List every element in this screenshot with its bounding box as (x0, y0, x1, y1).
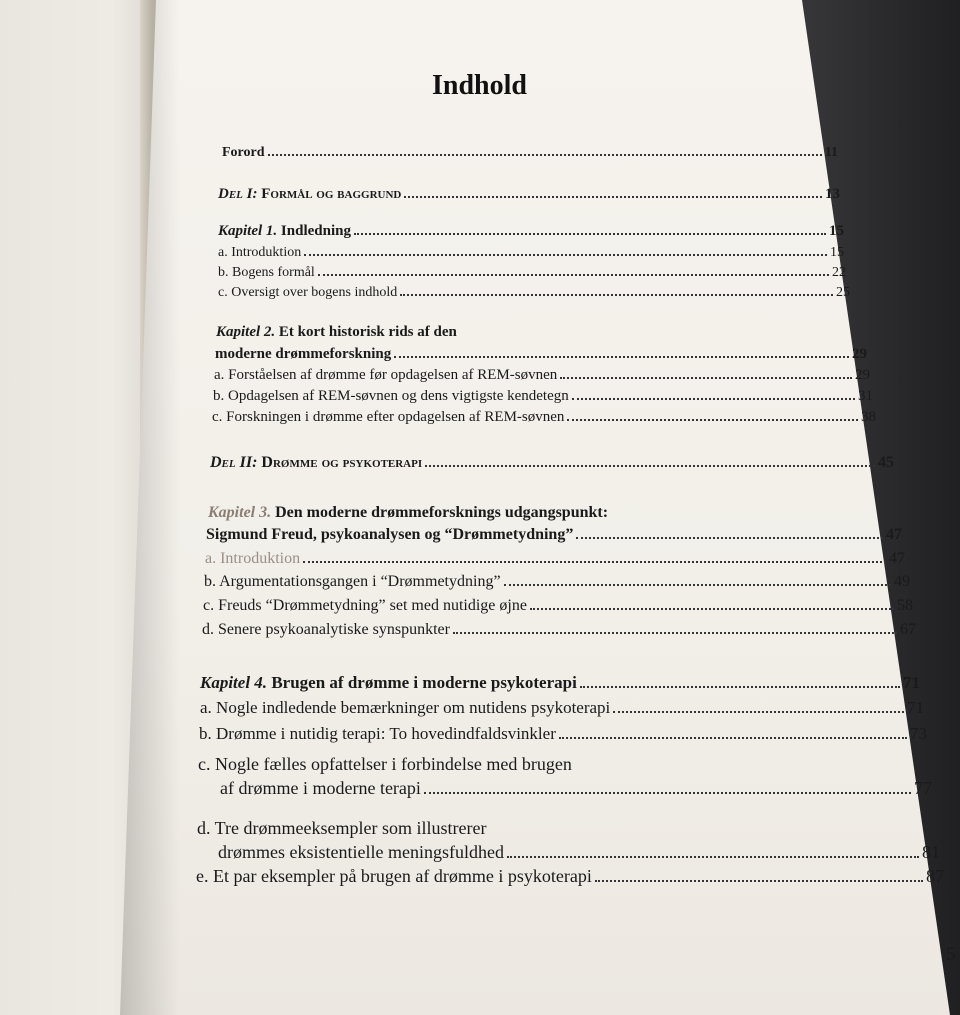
toc-entry-3a (205, 550, 905, 568)
toc-entry-4a (200, 698, 924, 718)
toc-entry-4e (196, 866, 944, 887)
toc-label: a. Nogle indledende bemærkninger om nutidens psykoterapi (200, 698, 611, 717)
toc-entry-1a (218, 245, 844, 261)
toc-entry-1c (218, 285, 850, 301)
dot-leader (559, 737, 907, 739)
toc-entry-4c (220, 778, 932, 799)
toc-page-number: 11 (824, 145, 838, 160)
dot-leader (304, 254, 827, 256)
toc-entry-forord (222, 145, 838, 161)
part-title: Drømme og psykoterapi (261, 454, 423, 471)
dot-leader (400, 294, 833, 296)
chapter-title-line2: Sigmund Freud, psykoanalysen og “Drømmetydning” (206, 526, 574, 543)
toc-label-line2: af drømme i moderne terapi (220, 778, 421, 798)
toc-label: a. Forståelsen af drømme før opdagelsen af REM-søvnen (214, 367, 558, 383)
dot-leader (504, 584, 891, 586)
dot-leader (567, 419, 858, 421)
toc-entry-kapitel-1 (218, 223, 844, 240)
gutter-shadow (120, 0, 180, 1015)
toc-entry-2b (213, 388, 873, 405)
dot-leader (560, 377, 852, 379)
page-title: Indhold (432, 70, 527, 101)
toc-page-number: 15 (829, 223, 844, 239)
toc-entry-kapitel-2-line1 (216, 324, 457, 341)
toc-label: e. Et par eksempler på brugen af drømme i psykoterapi (196, 866, 592, 886)
toc-label: b. Drømme i nutidig terapi: To hovedindfaldsvinkler (199, 724, 556, 743)
toc-label (218, 223, 351, 240)
toc-entry-3d (202, 621, 916, 639)
dot-leader (580, 686, 900, 688)
toc-page-number: 45 (878, 454, 894, 471)
toc-page-number: 29 (852, 346, 867, 362)
chapter-prefix: Kapitel 1. (218, 223, 278, 239)
dot-leader (318, 274, 829, 276)
toc-page-number: 25 (836, 285, 850, 300)
toc-page-number: 31 (858, 388, 873, 404)
toc-page-number: 77 (914, 778, 932, 798)
chapter-title-line1: Den moderne drømmeforsknings udgangspunkt: (275, 504, 609, 521)
toc-label: b. Bogens formål (218, 265, 315, 280)
toc-page-number: 67 (900, 621, 916, 638)
toc-entry-4d (218, 842, 940, 863)
part-prefix: Del II: (210, 454, 258, 471)
dot-leader (613, 711, 904, 713)
toc-page-number: 13 (825, 186, 840, 202)
toc-page-number: 49 (894, 573, 910, 590)
dot-leader (453, 632, 897, 634)
dot-leader (576, 537, 883, 539)
chapter-prefix: Kapitel 4. (200, 673, 268, 692)
toc-page-number: 47 (889, 550, 905, 567)
toc-page-number: 15 (830, 245, 844, 260)
toc-entry-3c (203, 597, 913, 615)
chapter-title: Indledning (280, 223, 351, 239)
toc-entry-4c-line1 (198, 754, 572, 775)
toc-label: c. Freuds “Drømmetydning” set med nutidige øjne (203, 597, 527, 614)
toc-label-line1: d. Tre drømmeeksempler som illustrerer (197, 818, 487, 838)
toc-page-number: 47 (886, 526, 902, 543)
dot-leader (354, 233, 826, 235)
toc-page-number: 87 (926, 866, 944, 886)
toc-page-number: 38 (861, 409, 876, 425)
chapter-title-line1: Et kort historisk rids af den (278, 324, 457, 340)
dot-leader (268, 154, 822, 156)
toc-label: a. Introduktion (205, 550, 301, 567)
toc-entry-2c (212, 409, 876, 426)
part-prefix: Del I: (218, 186, 258, 202)
toc-label (218, 186, 401, 203)
chapter-title: Brugen af drømme i moderne psykoterapi (271, 673, 577, 692)
toc-label: Forord (222, 145, 265, 160)
toc-entry-3b (204, 573, 910, 591)
toc-entry-4b (199, 724, 927, 744)
toc-entry-kapitel-4 (200, 673, 920, 693)
toc-entry-del-2 (210, 454, 894, 472)
toc-label (210, 454, 422, 472)
toc-label: c. Forskningen i drømme efter opdagelsen af REM-søvnen (212, 409, 565, 425)
toc-label: b. Opdagelsen af REM-søvnen og dens vigtigste kendetegn (213, 388, 569, 404)
toc-label-line2: drømmes eksistentielle meningsfuldhed (218, 842, 504, 862)
toc-label: d. Senere psykoanalytiske synspunkter (202, 621, 450, 638)
toc-page-number: 81 (922, 842, 940, 862)
dot-leader (424, 792, 911, 794)
toc-entry-kapitel-2 (215, 346, 867, 363)
toc-entry-kapitel-3-line1 (208, 504, 608, 522)
chapter-title-line2: moderne drømmeforskning (215, 346, 392, 362)
part-title: Formål og baggrund (261, 186, 402, 202)
toc-page-number: 71 (907, 698, 924, 717)
toc-page-number: 73 (910, 724, 927, 743)
toc-entry-kapitel-3 (206, 526, 902, 544)
dot-leader (530, 608, 894, 610)
dot-leader (425, 465, 875, 467)
toc-label-line1: c. Nogle fælles opfattelser i forbindelse med brugen (198, 754, 572, 774)
dot-leader (303, 561, 886, 563)
toc-entry-del-1 (218, 186, 840, 203)
dot-leader (595, 880, 923, 882)
page-number: 5 (946, 944, 956, 965)
toc-page-number: 58 (897, 597, 913, 614)
toc-label: c. Oversigt over bogens indhold (218, 285, 398, 300)
toc-page (120, 0, 960, 1015)
toc-entry-4d-line1 (197, 818, 486, 839)
dot-leader (507, 856, 919, 858)
toc-page-number: 71 (903, 673, 920, 692)
chapter-prefix: Kapitel 2. (216, 324, 276, 340)
toc-entry-2a (214, 367, 870, 384)
toc-entry-1b (218, 265, 846, 281)
toc-label (200, 673, 577, 693)
chapter-prefix: Kapitel 3. (208, 504, 272, 521)
toc-label: b. Argumentationsgangen i “Drømmetydning” (204, 573, 501, 590)
toc-page-number: 29 (855, 367, 870, 383)
dot-leader (572, 398, 855, 400)
toc-label: a. Introduktion (218, 245, 302, 260)
toc-page-number: 22 (832, 265, 846, 280)
dot-leader (404, 196, 822, 198)
dot-leader (394, 356, 849, 358)
